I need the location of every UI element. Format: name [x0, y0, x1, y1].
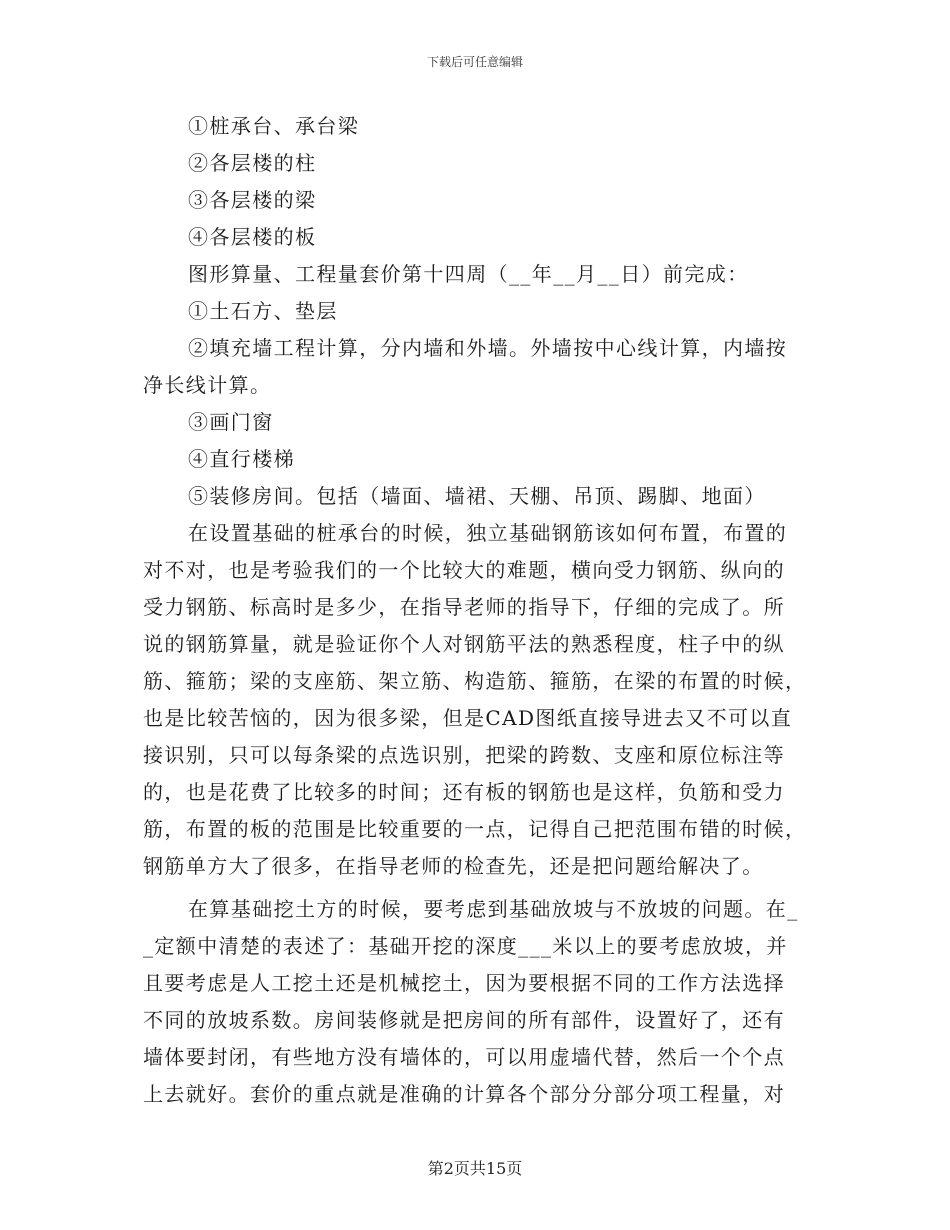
text-line: ②填充墙工程计算，分内墙和外墙。外墙按中心线计算，内墙按	[188, 336, 788, 360]
page-footer: 第2页共15页	[427, 1159, 523, 1178]
page-header: 下载后可任意编辑	[426, 55, 523, 69]
text-line: 不同的放坡系数。房间装修就是把房间的所有部件，设置好了，还有	[143, 1008, 785, 1032]
text-line: 且要考虑是人工挖土还是机械挖土，因为要根据不同的工作方法选择	[143, 971, 785, 995]
text-line: 筋，布置的板的范围是比较重要的一点，记得自己把范围布错的时候，	[143, 817, 807, 841]
document-body	[143, 108, 807, 1113]
text-line: 墙体要封闭，有些地方没有墙体的，可以用虚墙代替，然后一个个点	[143, 1045, 785, 1069]
text-line: ①桩承台、承台梁	[188, 114, 360, 138]
text-line: 在算基础挖土方的时候，要考虑到基础放坡与不放坡的问题。在_	[188, 897, 799, 921]
text-line: 也是比较苦恼的，因为很多梁，但是CAD图纸直接导进去又不可以直	[143, 706, 793, 730]
text-line: 筋、箍筋；梁的支座筋、架立筋、构造筋、箍筋，在梁的布置的时候，	[143, 669, 807, 693]
text-line: ④各层楼的板	[188, 225, 317, 249]
text-line: ③画门窗	[188, 410, 274, 434]
text-line: ④直行楼梯	[188, 447, 295, 471]
text-line: ②各层楼的柱	[188, 151, 317, 175]
text-line: 说的钢筋算量，就是验证你个人对钢筋平法的熟悉程度，柱子中的纵	[143, 632, 785, 656]
text-line: 净长线计算。	[143, 373, 272, 397]
text-line: ①土石方、垫层	[188, 299, 338, 323]
text-line: 受力钢筋、标高时是多少，在指导老师的指导下，仔细的完成了。所	[143, 595, 785, 619]
text-line: 上去就好。套价的重点就是准确的计算各个部分分部分项工程量，对	[143, 1082, 785, 1106]
text-line: 对不对，也是考验我们的一个比较大的难题，横向受力钢筋、纵向的	[143, 558, 785, 582]
text-line: ③各层楼的梁	[188, 188, 317, 212]
text-line: 接识别，只可以每条梁的点选识别，把梁的跨数、支座和原位标注等	[143, 743, 785, 767]
text-line: 在设置基础的桩承台的时候，独立基础钢筋该如何布置，布置的	[188, 521, 788, 545]
text-line: 钢筋单方大了很多，在指导老师的检查先，还是把问题给解决了。	[143, 854, 764, 878]
text-line: ⑤装修房间。包括（墙面、墙裙、天棚、吊顶、踢脚、地面）	[188, 484, 766, 508]
text-line: 图形算量、工程量套价第十四周（__年__月__日）前完成：	[188, 262, 749, 286]
text-line: _定额中清楚的表述了：基础开挖的深度___米以上的要考虑放坡，并	[143, 934, 788, 958]
text-line: 的，也是花费了比较多的时间；还有板的钢筋也是这样，负筋和受力	[143, 780, 785, 804]
